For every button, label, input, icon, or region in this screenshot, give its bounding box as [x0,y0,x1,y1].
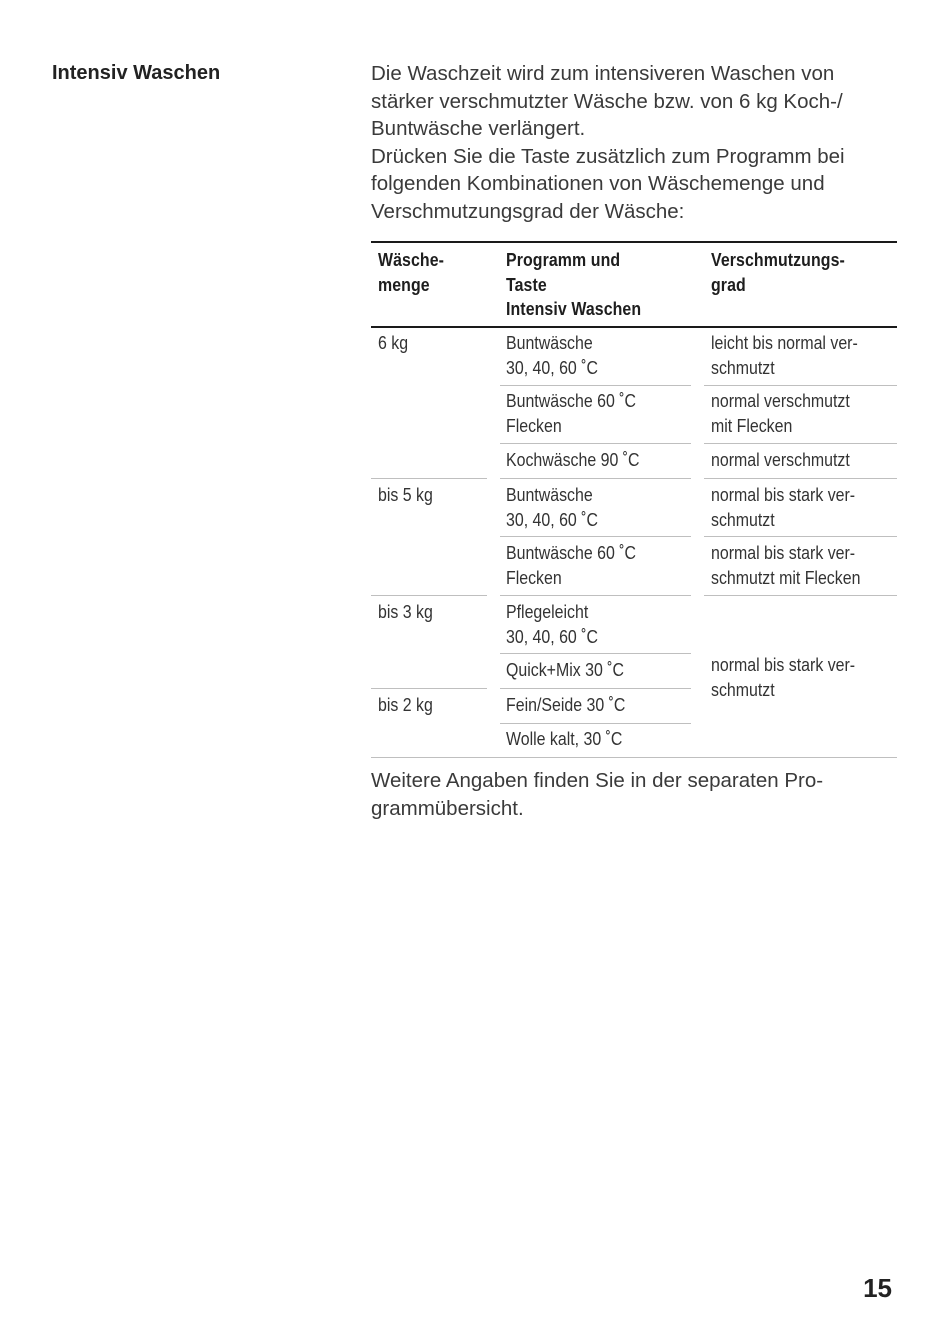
cell-text: Wolle kalt, 30 ˚C [506,728,623,749]
row-divider [500,595,691,596]
row-divider [500,385,691,386]
intro-line: Buntwäsche verlängert. [371,117,586,140]
row-divider [704,536,897,537]
header-soiling [711,248,845,297]
cell-text: Kochwäsche 90 ˚C [506,449,640,470]
cell-text: normal bis stark ver- [711,654,856,675]
cell-text: schmutzt [711,678,775,700]
cell-text: Pflegeleicht [506,601,589,622]
table-top-rule [371,241,897,243]
amount-cell: bis 3 kg [378,601,433,622]
cell-text: schmutzt [711,508,775,530]
row-divider [500,688,691,689]
amount-cell: bis 5 kg [378,484,433,505]
table-header-rule [371,326,897,328]
program-cell [506,483,598,532]
program-cell [506,600,598,649]
cell-text: normal verschmutzt [711,449,850,470]
amount-cell: bis 2 kg [378,694,433,715]
intro-line: stärker verschmutzter Wäsche bzw. von 6 kg Koch-/ [371,89,843,113]
cell-text: Buntwäsche 60 ˚C [506,542,637,563]
soiling-cell [711,483,855,532]
page-number: 15 [863,1273,892,1303]
program-cell [506,693,625,718]
soiling-cell [711,389,850,438]
cell-text: normal bis stark ver- [711,484,856,505]
program-cell [506,448,640,473]
outro-line: Weitere Angaben finden Sie in der separaten Pro- [371,769,824,792]
cell-text: Flecken [506,414,562,436]
table-bottom-rule [371,757,897,758]
cell-text: schmutzt [711,356,775,378]
row-divider [371,478,487,479]
cell-text: leicht bis normal ver- [711,332,858,353]
row-divider [500,443,691,444]
cell-text: normal bis stark ver- [711,542,856,563]
row-divider [704,443,897,444]
soiling-cell [711,448,850,473]
cell-text: schmutzt mit Flecken [711,566,861,588]
program-cell [506,541,636,590]
header-text: menge [378,273,430,295]
outro-line: grammübersicht. [371,796,524,820]
row-divider [371,688,487,689]
header-text: Programm und [506,249,621,270]
soiling-cell [711,541,860,590]
cell-text: mit Flecken [711,414,793,436]
cell-text: Buntwäsche [506,332,593,353]
intro-line: Die Waschzeit wird zum intensiveren Waschen von [371,62,835,85]
program-cell [506,389,636,438]
row-divider [500,536,691,537]
header-text: Verschmutzungs- [711,249,845,270]
header-text: Taste [506,273,547,295]
cell-text: 30, 40, 60 ˚C [506,356,598,378]
soiling-cell [711,331,858,380]
row-divider [704,385,897,386]
header-program [506,248,641,322]
soiling-cell [711,653,855,702]
cell-text: Quick+Mix 30 ˚C [506,659,625,680]
header-text: Wäsche- [378,249,445,270]
program-cell [506,727,622,752]
intro-line: Verschmutzungsgrad der Wäsche: [371,199,685,223]
combination-table [371,241,897,759]
row-divider [500,723,691,724]
section-heading: Intensiv Waschen [52,62,221,84]
cell-text: Flecken [506,566,562,588]
intro-paragraph [371,60,901,225]
intro-line: Drücken Sie die Taste zusätzlich zum Programm bei [371,144,845,168]
row-divider [500,653,691,654]
intro-line: folgenden Kombinationen von Wäschemenge und [371,172,825,195]
amount-cell: 6 kg [378,332,409,353]
outro-paragraph [371,767,891,822]
cell-text: 30, 40, 60 ˚C [506,508,598,530]
cell-text: Fein/Seide 30 ˚C [506,694,626,715]
header-text: Intensiv Waschen [506,298,642,319]
cell-text: normal verschmutzt [711,390,850,411]
header-text: grad [711,273,746,295]
cell-text: 30, 40, 60 ˚C [506,625,598,647]
header-amount [378,248,444,297]
program-cell [506,658,624,683]
row-divider [371,595,487,596]
row-divider [704,595,897,596]
cell-text: Buntwäsche 60 ˚C [506,390,637,411]
row-divider [500,478,691,479]
program-cell [506,331,598,380]
cell-text: Buntwäsche [506,484,593,505]
row-divider [704,478,897,479]
